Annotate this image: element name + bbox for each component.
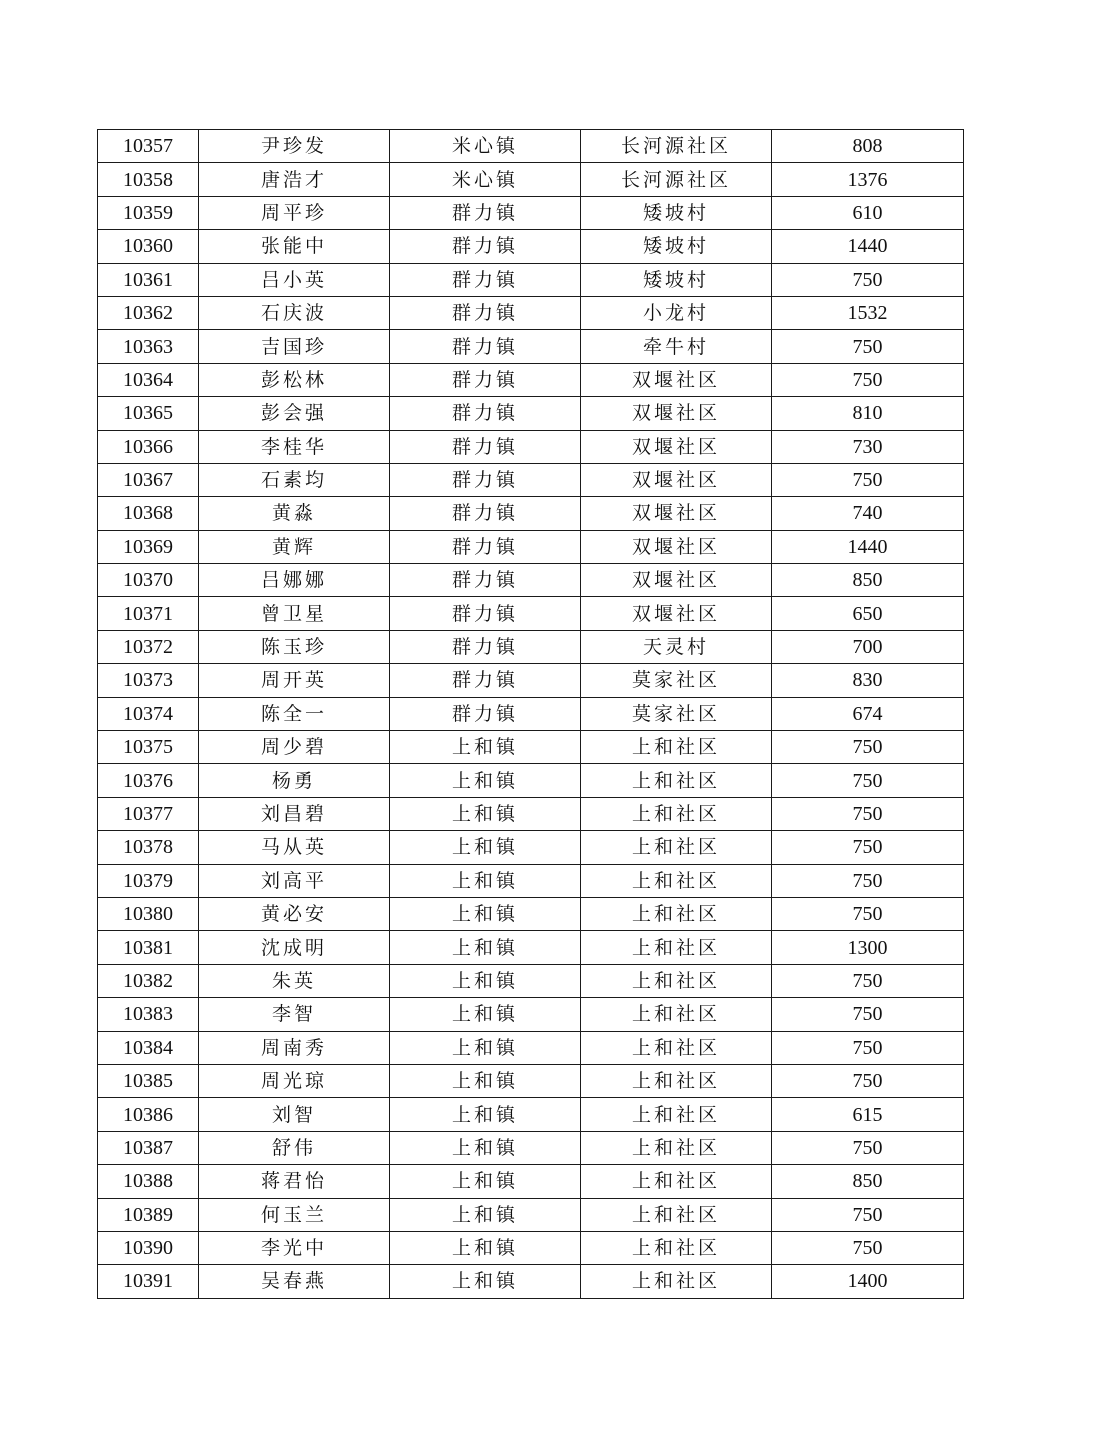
cell-village: 上和社区 [581, 931, 772, 964]
cell-village: 莫家社区 [581, 664, 772, 697]
cell-id: 10359 [98, 196, 199, 229]
cell-amount: 750 [772, 998, 964, 1031]
cell-village: 双堰社区 [581, 397, 772, 430]
cell-id: 10386 [98, 1098, 199, 1131]
table-row [98, 330, 964, 363]
table-row [98, 831, 964, 864]
cell-id: 10390 [98, 1231, 199, 1264]
cell-id: 10370 [98, 564, 199, 597]
cell-name: 李光中 [199, 1231, 390, 1264]
cell-town: 群力镇 [390, 330, 581, 363]
cell-name: 黄辉 [199, 530, 390, 563]
cell-village: 双堰社区 [581, 530, 772, 563]
table-row [98, 296, 964, 329]
table-row [98, 397, 964, 430]
cell-id: 10380 [98, 897, 199, 930]
cell-town: 群力镇 [390, 497, 581, 530]
table-row [98, 1064, 964, 1097]
cell-amount: 750 [772, 1064, 964, 1097]
cell-name: 唐浩才 [199, 163, 390, 196]
data-table [97, 129, 964, 1299]
cell-name: 吕小英 [199, 263, 390, 296]
table-row [98, 430, 964, 463]
table-row [98, 630, 964, 663]
cell-town: 上和镇 [390, 1198, 581, 1231]
cell-id: 10382 [98, 964, 199, 997]
cell-id: 10369 [98, 530, 199, 563]
cell-id: 10383 [98, 998, 199, 1031]
cell-town: 群力镇 [390, 564, 581, 597]
cell-name: 朱英 [199, 964, 390, 997]
cell-name: 舒伟 [199, 1131, 390, 1164]
cell-village: 双堰社区 [581, 463, 772, 496]
cell-village: 上和社区 [581, 998, 772, 1031]
cell-town: 上和镇 [390, 897, 581, 930]
table-row [98, 263, 964, 296]
cell-amount: 750 [772, 263, 964, 296]
cell-town: 米心镇 [390, 163, 581, 196]
table-row [98, 1231, 964, 1264]
cell-town: 上和镇 [390, 998, 581, 1031]
cell-id: 10375 [98, 731, 199, 764]
cell-name: 周开英 [199, 664, 390, 697]
cell-village: 矮坡村 [581, 230, 772, 263]
cell-name: 何玉兰 [199, 1198, 390, 1231]
cell-town: 上和镇 [390, 1165, 581, 1198]
cell-village: 上和社区 [581, 897, 772, 930]
cell-amount: 1300 [772, 931, 964, 964]
cell-id: 10391 [98, 1265, 199, 1298]
cell-amount: 850 [772, 1165, 964, 1198]
cell-town: 群力镇 [390, 597, 581, 630]
table-row [98, 1031, 964, 1064]
cell-amount: 615 [772, 1098, 964, 1131]
cell-village: 上和社区 [581, 1231, 772, 1264]
cell-town: 上和镇 [390, 764, 581, 797]
table-row [98, 1131, 964, 1164]
cell-village: 上和社区 [581, 864, 772, 897]
cell-village: 上和社区 [581, 1165, 772, 1198]
cell-village: 上和社区 [581, 731, 772, 764]
cell-id: 10358 [98, 163, 199, 196]
table-row [98, 1265, 964, 1298]
cell-town: 上和镇 [390, 1231, 581, 1264]
cell-name: 周南秀 [199, 1031, 390, 1064]
cell-id: 10361 [98, 263, 199, 296]
cell-id: 10371 [98, 597, 199, 630]
cell-town: 上和镇 [390, 964, 581, 997]
cell-town: 群力镇 [390, 430, 581, 463]
table-row [98, 1098, 964, 1131]
cell-village: 双堰社区 [581, 430, 772, 463]
cell-id: 10388 [98, 1165, 199, 1198]
cell-name: 黄淼 [199, 497, 390, 530]
cell-town: 上和镇 [390, 1265, 581, 1298]
cell-name: 刘智 [199, 1098, 390, 1131]
cell-village: 矮坡村 [581, 263, 772, 296]
cell-name: 刘昌碧 [199, 797, 390, 830]
table-row [98, 196, 964, 229]
cell-village: 上和社区 [581, 764, 772, 797]
cell-name: 陈全一 [199, 697, 390, 730]
cell-name: 吴春燕 [199, 1265, 390, 1298]
cell-village: 上和社区 [581, 1198, 772, 1231]
cell-town: 上和镇 [390, 1098, 581, 1131]
cell-amount: 740 [772, 497, 964, 530]
cell-town: 上和镇 [390, 1131, 581, 1164]
table-row [98, 697, 964, 730]
cell-id: 10372 [98, 630, 199, 663]
cell-amount: 610 [772, 196, 964, 229]
cell-town: 上和镇 [390, 931, 581, 964]
cell-town: 上和镇 [390, 1031, 581, 1064]
cell-name: 黄必安 [199, 897, 390, 930]
cell-town: 米心镇 [390, 130, 581, 163]
cell-name: 李智 [199, 998, 390, 1031]
cell-amount: 730 [772, 430, 964, 463]
cell-name: 彭会强 [199, 397, 390, 430]
cell-amount: 650 [772, 597, 964, 630]
cell-town: 上和镇 [390, 864, 581, 897]
cell-amount: 750 [772, 1131, 964, 1164]
cell-village: 牵牛村 [581, 330, 772, 363]
cell-name: 彭松林 [199, 363, 390, 396]
cell-id: 10378 [98, 831, 199, 864]
cell-amount: 1532 [772, 296, 964, 329]
cell-amount: 808 [772, 130, 964, 163]
cell-id: 10365 [98, 397, 199, 430]
cell-village: 上和社区 [581, 1265, 772, 1298]
cell-name: 石素均 [199, 463, 390, 496]
cell-town: 群力镇 [390, 530, 581, 563]
cell-village: 上和社区 [581, 1098, 772, 1131]
cell-village: 长河源社区 [581, 163, 772, 196]
cell-village: 上和社区 [581, 1031, 772, 1064]
cell-village: 上和社区 [581, 797, 772, 830]
cell-amount: 750 [772, 964, 964, 997]
table-row [98, 530, 964, 563]
cell-village: 天灵村 [581, 630, 772, 663]
cell-town: 群力镇 [390, 664, 581, 697]
cell-amount: 750 [772, 797, 964, 830]
cell-amount: 750 [772, 363, 964, 396]
table-row [98, 130, 964, 163]
cell-id: 10373 [98, 664, 199, 697]
cell-village: 双堰社区 [581, 497, 772, 530]
cell-village: 上和社区 [581, 964, 772, 997]
table-row [98, 597, 964, 630]
cell-town: 上和镇 [390, 731, 581, 764]
cell-amount: 750 [772, 463, 964, 496]
cell-amount: 750 [772, 731, 964, 764]
cell-town: 上和镇 [390, 1064, 581, 1097]
table-row [98, 1165, 964, 1198]
cell-id: 10367 [98, 463, 199, 496]
cell-amount: 750 [772, 897, 964, 930]
cell-name: 李桂华 [199, 430, 390, 463]
cell-amount: 1440 [772, 230, 964, 263]
cell-amount: 674 [772, 697, 964, 730]
table-row [98, 731, 964, 764]
table-row [98, 964, 964, 997]
table-row [98, 864, 964, 897]
cell-town: 上和镇 [390, 797, 581, 830]
cell-amount: 1440 [772, 530, 964, 563]
cell-name: 尹珍发 [199, 130, 390, 163]
cell-id: 10360 [98, 230, 199, 263]
cell-name: 周光琼 [199, 1064, 390, 1097]
table-row [98, 764, 964, 797]
cell-village: 矮坡村 [581, 196, 772, 229]
cell-name: 吉国珍 [199, 330, 390, 363]
table-row [98, 1198, 964, 1231]
cell-village: 双堰社区 [581, 363, 772, 396]
cell-town: 群力镇 [390, 630, 581, 663]
cell-village: 小龙村 [581, 296, 772, 329]
cell-name: 马从英 [199, 831, 390, 864]
cell-id: 10389 [98, 1198, 199, 1231]
table-row [98, 363, 964, 396]
cell-amount: 830 [772, 664, 964, 697]
cell-amount: 1400 [772, 1265, 964, 1298]
cell-village: 长河源社区 [581, 130, 772, 163]
cell-town: 群力镇 [390, 296, 581, 329]
cell-id: 10377 [98, 797, 199, 830]
cell-amount: 750 [772, 1231, 964, 1264]
cell-village: 双堰社区 [581, 564, 772, 597]
table-row [98, 463, 964, 496]
cell-name: 石庆波 [199, 296, 390, 329]
cell-id: 10379 [98, 864, 199, 897]
table-row [98, 564, 964, 597]
cell-amount: 750 [772, 1198, 964, 1231]
cell-village: 上和社区 [581, 1064, 772, 1097]
cell-name: 吕娜娜 [199, 564, 390, 597]
cell-id: 10364 [98, 363, 199, 396]
cell-name: 周平珍 [199, 196, 390, 229]
cell-id: 10357 [98, 130, 199, 163]
table-row [98, 797, 964, 830]
cell-name: 蒋君怡 [199, 1165, 390, 1198]
cell-village: 双堰社区 [581, 597, 772, 630]
cell-town: 上和镇 [390, 831, 581, 864]
cell-id: 10385 [98, 1064, 199, 1097]
table-row [98, 931, 964, 964]
cell-amount: 850 [772, 564, 964, 597]
cell-amount: 750 [772, 831, 964, 864]
cell-amount: 1376 [772, 163, 964, 196]
cell-name: 沈成明 [199, 931, 390, 964]
table-row [98, 497, 964, 530]
cell-town: 群力镇 [390, 230, 581, 263]
table-row [98, 998, 964, 1031]
cell-name: 张能中 [199, 230, 390, 263]
cell-amount: 750 [772, 764, 964, 797]
cell-name: 陈玉珍 [199, 630, 390, 663]
cell-id: 10368 [98, 497, 199, 530]
cell-town: 群力镇 [390, 463, 581, 496]
cell-town: 群力镇 [390, 397, 581, 430]
cell-town: 群力镇 [390, 363, 581, 396]
cell-id: 10363 [98, 330, 199, 363]
cell-town: 群力镇 [390, 196, 581, 229]
cell-town: 群力镇 [390, 697, 581, 730]
cell-id: 10376 [98, 764, 199, 797]
table-body [98, 130, 964, 1299]
cell-amount: 750 [772, 330, 964, 363]
cell-id: 10381 [98, 931, 199, 964]
cell-name: 刘高平 [199, 864, 390, 897]
table-row [98, 664, 964, 697]
cell-village: 上和社区 [581, 831, 772, 864]
cell-id: 10362 [98, 296, 199, 329]
cell-village: 上和社区 [581, 1131, 772, 1164]
cell-amount: 750 [772, 864, 964, 897]
table-row [98, 163, 964, 196]
cell-id: 10384 [98, 1031, 199, 1064]
table-row [98, 897, 964, 930]
cell-id: 10374 [98, 697, 199, 730]
cell-name: 周少碧 [199, 731, 390, 764]
cell-amount: 810 [772, 397, 964, 430]
cell-id: 10387 [98, 1131, 199, 1164]
cell-name: 杨勇 [199, 764, 390, 797]
cell-id: 10366 [98, 430, 199, 463]
cell-village: 莫家社区 [581, 697, 772, 730]
cell-name: 曾卫星 [199, 597, 390, 630]
cell-amount: 750 [772, 1031, 964, 1064]
table-row [98, 230, 964, 263]
cell-amount: 700 [772, 630, 964, 663]
cell-town: 群力镇 [390, 263, 581, 296]
